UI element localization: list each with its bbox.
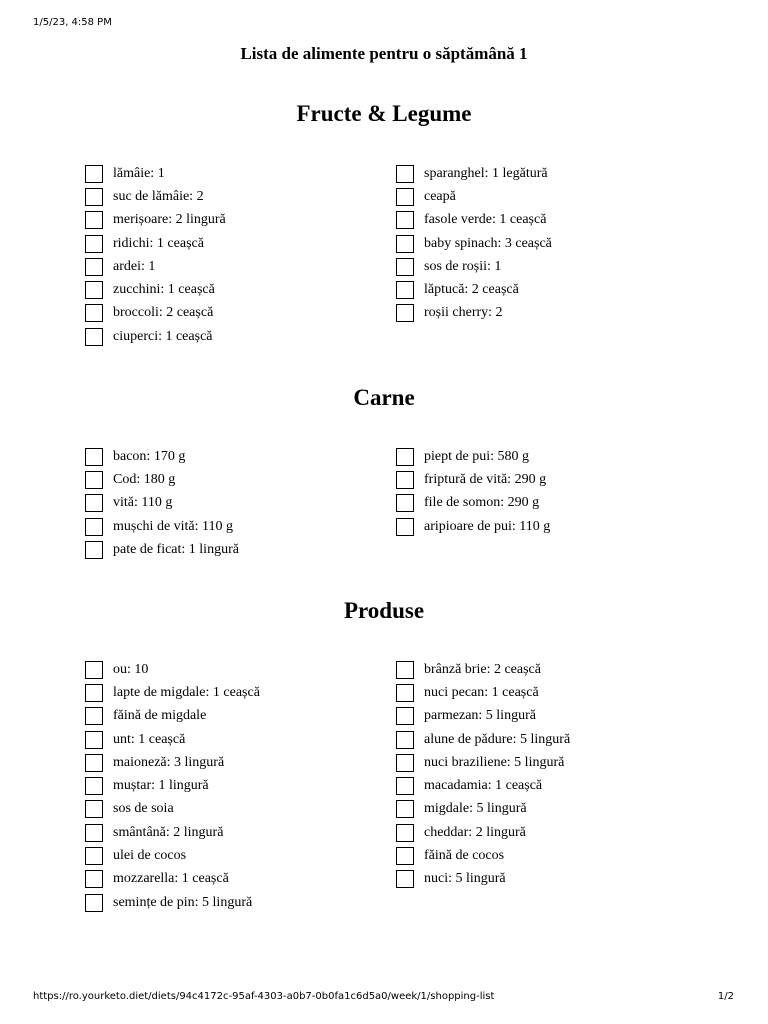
- item-checkbox[interactable]: [396, 211, 414, 229]
- item-checkbox[interactable]: [85, 258, 103, 276]
- item-label: merișoare: 2 lingură: [113, 212, 226, 228]
- shopping-list-item: [85, 492, 239, 515]
- item-label: parmezan: 5 lingură: [424, 708, 536, 724]
- shopping-list-item: [396, 868, 570, 891]
- shopping-list-item: [396, 658, 570, 681]
- item-checkbox[interactable]: [85, 281, 103, 299]
- shopping-list-item: [85, 538, 239, 561]
- item-label: aripioare de pui: 110 g: [424, 518, 551, 534]
- shopping-list-item: [396, 162, 552, 185]
- fructe-legume-left-list: [85, 162, 226, 348]
- item-checkbox[interactable]: [85, 707, 103, 725]
- item-label: baby spinach: 3 ceașcă: [424, 235, 552, 251]
- shopping-list-item: [85, 185, 226, 208]
- item-label: ceapă: [424, 188, 456, 204]
- shopping-list-item: [85, 515, 239, 538]
- item-checkbox[interactable]: [85, 777, 103, 795]
- item-label: făină de cocos: [424, 848, 505, 864]
- shopping-list-item: [85, 774, 260, 797]
- item-checkbox[interactable]: [85, 188, 103, 206]
- item-checkbox[interactable]: [396, 471, 414, 489]
- shopping-list-item: [396, 185, 552, 208]
- shopping-list-item: [396, 515, 550, 538]
- shopping-list-item: [85, 658, 260, 681]
- item-checkbox[interactable]: [396, 494, 414, 512]
- item-label: ulei de cocos: [113, 848, 187, 864]
- shopping-list-item: [85, 278, 226, 301]
- item-label: vită: 110 g: [113, 495, 173, 511]
- item-label: alune de pădure: 5 lingură: [424, 731, 571, 747]
- item-checkbox[interactable]: [85, 494, 103, 512]
- shopping-list-item: [396, 209, 552, 232]
- item-label: roșii cherry: 2: [424, 305, 503, 321]
- item-checkbox[interactable]: [396, 731, 414, 749]
- shopping-list-item: [396, 728, 570, 751]
- item-label: smântână: 2 lingură: [113, 824, 224, 840]
- shopping-list-item: [396, 445, 550, 468]
- item-checkbox[interactable]: [85, 448, 103, 466]
- item-checkbox[interactable]: [85, 661, 103, 679]
- shopping-list-item: [396, 774, 570, 797]
- shopping-list-item: [396, 278, 552, 301]
- item-checkbox[interactable]: [85, 684, 103, 702]
- item-label: ou: 10: [113, 661, 149, 677]
- item-checkbox[interactable]: [396, 754, 414, 772]
- shopping-list-item: [85, 232, 226, 255]
- page-title: Lista de alimente pentru o săptămână 1: [240, 44, 528, 63]
- item-label: nuci pecan: 1 ceașcă: [424, 684, 539, 700]
- item-label: friptură de vită: 290 g: [424, 471, 547, 487]
- shopping-list-item: [396, 302, 552, 325]
- item-checkbox[interactable]: [85, 328, 103, 346]
- shopping-list-item: [85, 891, 260, 914]
- item-checkbox[interactable]: [85, 754, 103, 772]
- item-label: sos de soia: [113, 801, 174, 817]
- item-label: ridichi: 1 ceașcă: [113, 235, 204, 251]
- shopping-list-item: [85, 445, 239, 468]
- item-checkbox[interactable]: [85, 165, 103, 183]
- shopping-list-item: [85, 821, 260, 844]
- shopping-list-item: [396, 255, 552, 278]
- item-checkbox[interactable]: [396, 684, 414, 702]
- item-checkbox[interactable]: [85, 894, 103, 912]
- item-label: bacon: 170 g: [113, 448, 186, 464]
- item-label: nuci: 5 lingură: [424, 871, 506, 887]
- item-label: pate de ficat: 1 lingură: [113, 541, 239, 557]
- item-checkbox[interactable]: [85, 870, 103, 888]
- item-label: unt: 1 ceașcă: [113, 731, 186, 747]
- item-checkbox[interactable]: [85, 235, 103, 253]
- item-checkbox[interactable]: [396, 188, 414, 206]
- shopping-list-item: [85, 255, 226, 278]
- shopping-list-item: [85, 798, 260, 821]
- item-checkbox[interactable]: [396, 258, 414, 276]
- item-checkbox[interactable]: [396, 165, 414, 183]
- shopping-list-item: [85, 844, 260, 867]
- item-label: muștar: 1 lingură: [113, 778, 209, 794]
- fructe-legume-right-list: [396, 162, 552, 325]
- shopping-list-item: [396, 681, 570, 704]
- item-checkbox[interactable]: [396, 304, 414, 322]
- shopping-list-item: [85, 302, 226, 325]
- section-heading-produse: Produse: [343, 598, 425, 623]
- shopping-list-item: [396, 821, 570, 844]
- item-label: brânză brie: 2 ceașcă: [424, 661, 541, 677]
- shopping-list-item: [396, 492, 550, 515]
- item-label: cheddar: 2 lingură: [424, 824, 526, 840]
- item-label: Cod: 180 g: [113, 471, 176, 487]
- item-checkbox[interactable]: [85, 541, 103, 559]
- item-checkbox[interactable]: [396, 518, 414, 536]
- item-label: semințe de pin: 5 lingură: [113, 894, 253, 910]
- item-label: migdale: 5 lingură: [424, 801, 527, 817]
- shopping-list-item: [396, 705, 570, 728]
- item-label: fasole verde: 1 ceașcă: [424, 212, 547, 228]
- item-label: lăptucă: 2 ceașcă: [424, 282, 519, 298]
- shopping-list-item: [396, 751, 570, 774]
- shopping-list-item: [85, 728, 260, 751]
- item-checkbox[interactable]: [85, 471, 103, 489]
- carne-right-list: [396, 445, 550, 538]
- item-checkbox[interactable]: [396, 448, 414, 466]
- item-label: broccoli: 2 ceașcă: [113, 305, 214, 321]
- item-label: suc de lămâie: 2: [113, 188, 204, 204]
- item-label: maioneză: 3 lingură: [113, 754, 225, 770]
- item-label: mușchi de vită: 110 g: [113, 518, 234, 534]
- item-checkbox[interactable]: [396, 281, 414, 299]
- item-label: zucchini: 1 ceașcă: [113, 282, 215, 298]
- item-label: ciuperci: 1 ceașcă: [113, 328, 213, 344]
- item-checkbox[interactable]: [396, 800, 414, 818]
- item-checkbox[interactable]: [85, 800, 103, 818]
- shopping-list-item: [85, 705, 260, 728]
- item-checkbox[interactable]: [396, 661, 414, 679]
- item-label: sos de roșii: 1: [424, 258, 502, 274]
- shopping-list-item: [85, 325, 226, 348]
- item-checkbox[interactable]: [85, 824, 103, 842]
- shopping-list-item: [396, 844, 570, 867]
- shopping-list-item: [396, 232, 552, 255]
- item-checkbox[interactable]: [396, 777, 414, 795]
- section-heading-fructe-legume: Fructe & Legume: [296, 101, 472, 126]
- print-header-datetime: 1/5/23, 4:58 PM: [33, 17, 112, 28]
- item-checkbox[interactable]: [396, 824, 414, 842]
- item-checkbox[interactable]: [85, 847, 103, 865]
- item-checkbox[interactable]: [85, 731, 103, 749]
- item-label: lapte de migdale: 1 ceașcă: [113, 684, 260, 700]
- print-footer-page-number: 1/2: [717, 991, 734, 1002]
- item-label: nuci braziliene: 5 lingură: [424, 754, 565, 770]
- section-heading-carne: Carne: [353, 385, 415, 410]
- item-label: ardei: 1: [113, 258, 156, 274]
- item-checkbox[interactable]: [396, 870, 414, 888]
- item-checkbox[interactable]: [396, 235, 414, 253]
- shopping-list-item: [85, 751, 260, 774]
- shopping-list-item: [85, 209, 226, 232]
- item-checkbox[interactable]: [85, 518, 103, 536]
- item-label: lămâie: 1: [113, 165, 165, 181]
- item-label: file de somon: 290 g: [424, 495, 540, 511]
- shopping-list-item: [85, 162, 226, 185]
- item-checkbox[interactable]: [396, 707, 414, 725]
- shopping-list-item: [85, 468, 239, 491]
- item-label: făină de migdale: [113, 708, 207, 724]
- produse-left-list: [85, 658, 260, 914]
- item-label: piept de pui: 580 g: [424, 448, 529, 464]
- produse-right-list: [396, 658, 570, 891]
- item-label: macadamia: 1 ceașcă: [424, 778, 543, 794]
- shopping-list-item: [85, 868, 260, 891]
- carne-left-list: [85, 445, 239, 561]
- item-checkbox[interactable]: [85, 211, 103, 229]
- item-label: mozzarella: 1 ceașcă: [113, 871, 229, 887]
- item-checkbox[interactable]: [396, 847, 414, 865]
- shopping-list-item: [396, 468, 550, 491]
- shopping-list-item: [85, 681, 260, 704]
- item-checkbox[interactable]: [85, 304, 103, 322]
- shopping-list-item: [396, 798, 570, 821]
- print-footer-url: https://ro.yourketo.diet/diets/94c4172c-95af-4303-a0b7-0b0fa1c6d5a0/week/1/shopping-list: [33, 991, 495, 1002]
- item-label: sparanghel: 1 legătură: [424, 165, 548, 181]
